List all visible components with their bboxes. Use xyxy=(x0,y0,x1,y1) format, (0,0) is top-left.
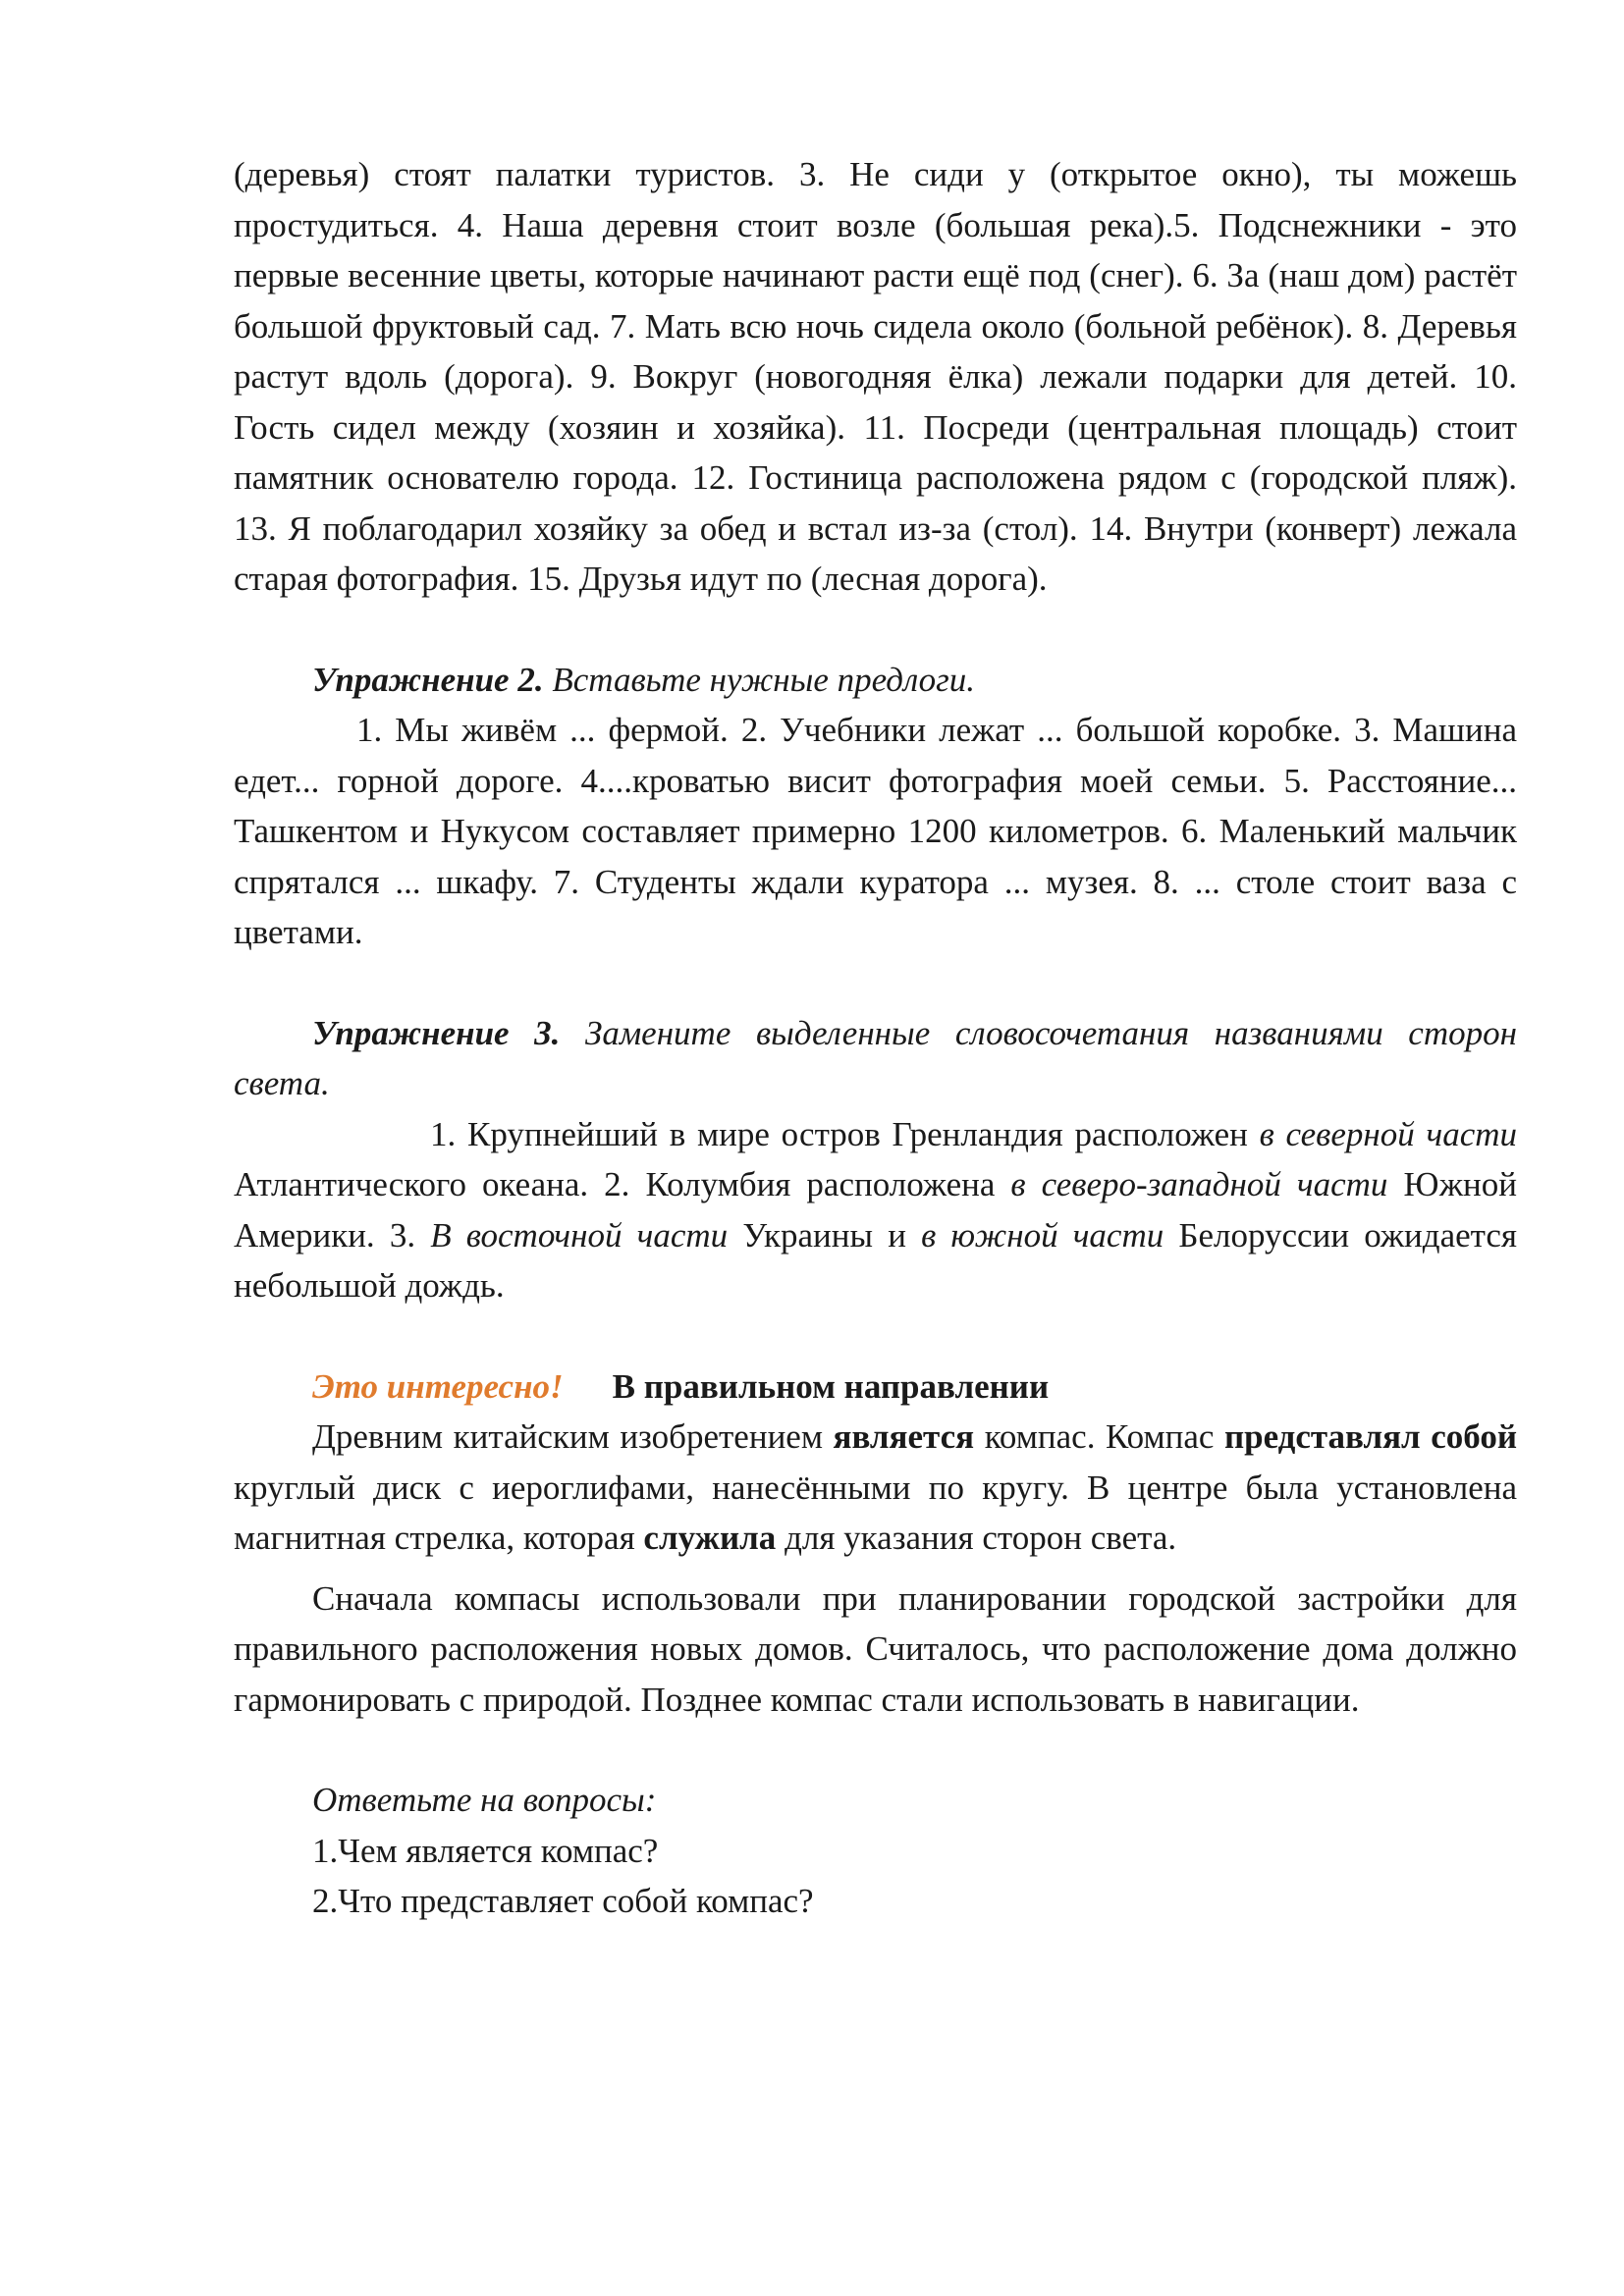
exercise3-text-part: Южной Америки. 3. xyxy=(234,1165,1517,1255)
interesting-heading xyxy=(234,1362,1517,1413)
paragraph-text: для указания сторон света. xyxy=(776,1519,1177,1557)
interesting-title: В правильном направлении xyxy=(612,1366,1050,1406)
document-page xyxy=(234,149,1517,1927)
spacer xyxy=(234,605,1517,655)
exercise2-label: Упражнение 2. xyxy=(312,660,544,699)
paragraph-text: круглый диск с иероглифами, нанесёнными по кругу. В центре была установлена магнитная стрелка, которая xyxy=(234,1468,1517,1557)
exercise2-text: 1. Мы живём ... фермой. 2. Учебники лежат ... большой коробке. 3. Машина едет... горной дороге. 4....кроватью висит фотография моей семьи. 5. Расстояние... Ташкентом и Нукусом составляет примерно 1200 километров. 6. Маленький мальчик спрятался ... шкафу. 7. Студенты ждали куратора ... музея. 8. ... столе стоит ваза с цветами. xyxy=(234,711,1517,951)
exercise3-heading xyxy=(234,1008,1517,1109)
exercise2-heading xyxy=(234,655,1517,706)
question-item: 2.Что представляет собой компас? xyxy=(312,1882,814,1920)
bold-word: является xyxy=(833,1417,975,1456)
bold-word: представлял собой xyxy=(1223,1417,1517,1456)
spacer xyxy=(234,958,1517,1008)
question-item: 1.Чем является компас? xyxy=(312,1831,659,1870)
exercise3-text xyxy=(234,1109,1517,1311)
paragraph-text: компас. Компас xyxy=(974,1417,1224,1456)
highlighted-phrase: в северо-западной части xyxy=(1010,1165,1388,1203)
questions-heading xyxy=(234,1775,1517,1826)
highlighted-phrase: в северной части xyxy=(1259,1114,1517,1153)
exercise3-text-part: Атлантического океана. 2. Колумбия расположена xyxy=(234,1165,1011,1203)
highlighted-phrase: В восточной части xyxy=(430,1215,729,1255)
exercise3-instruction: Замените выделенные словосочетания названиями сторон света. xyxy=(234,1013,1517,1102)
exercise1-continuation: (деревья) стоят палатки туристов. 3. Не сиди у (открытое окно), ты можешь простудиться. 4. Наша деревня стоит возле (большая река).5. Подснежники - это первые весенние цветы, которые начинают расти ещё под (снег). 6. За (наш дом) растёт большой фруктовый сад. 7. Мать всю ночь сидела около (больной ребёнок). 8. Деревья растут вдоль (дорога). 9. Вокруг (новогодняя ёлка) лежали подарки для детей. 10. Гость сидел между (хозяин и хозяйка). 11. Посреди (центральная площадь) стоит памятник основателю города. 12. Гостиница расположена рядом с (городской пляж). 13. Я поблагодарил хозяйку за обед и встал из-за (стол). 14. Внутри (конверт) лежала старая фотография. 15. Друзья идут по (лесная дорога). xyxy=(234,155,1517,598)
spacer xyxy=(234,1311,1517,1362)
interesting-paragraph-2: Сначала компасы использовали при планировании городской застройки для правильного расположения новых домов. Считалось, что расположение дома должно гармонировать с природой. Позднее компас стали использовать в навигации. xyxy=(234,1578,1517,1719)
highlighted-phrase: в южной части xyxy=(921,1215,1164,1255)
exercise2-instruction: Вставьте нужные предлоги. xyxy=(543,660,976,699)
spacer xyxy=(234,1564,1517,1574)
exercise3-text-part: 1. Крупнейший в мире остров Гренландия расположен xyxy=(430,1114,1260,1153)
interesting-label: Это интересно! xyxy=(312,1366,564,1406)
exercise3-text-part: Белоруссии ожидается небольшой дождь. xyxy=(234,1215,1517,1305)
questions-heading-text: Ответьте на вопросы: xyxy=(312,1781,657,1819)
paragraph-text: Древним китайским изобретением xyxy=(312,1417,834,1456)
exercise3-text-part: Украины и xyxy=(728,1215,922,1255)
spacer xyxy=(234,1725,1517,1775)
interesting-paragraph-1 xyxy=(234,1412,1517,1564)
exercise3-label: Упражнение 3. xyxy=(312,1013,561,1052)
bold-word: служила xyxy=(643,1519,777,1557)
